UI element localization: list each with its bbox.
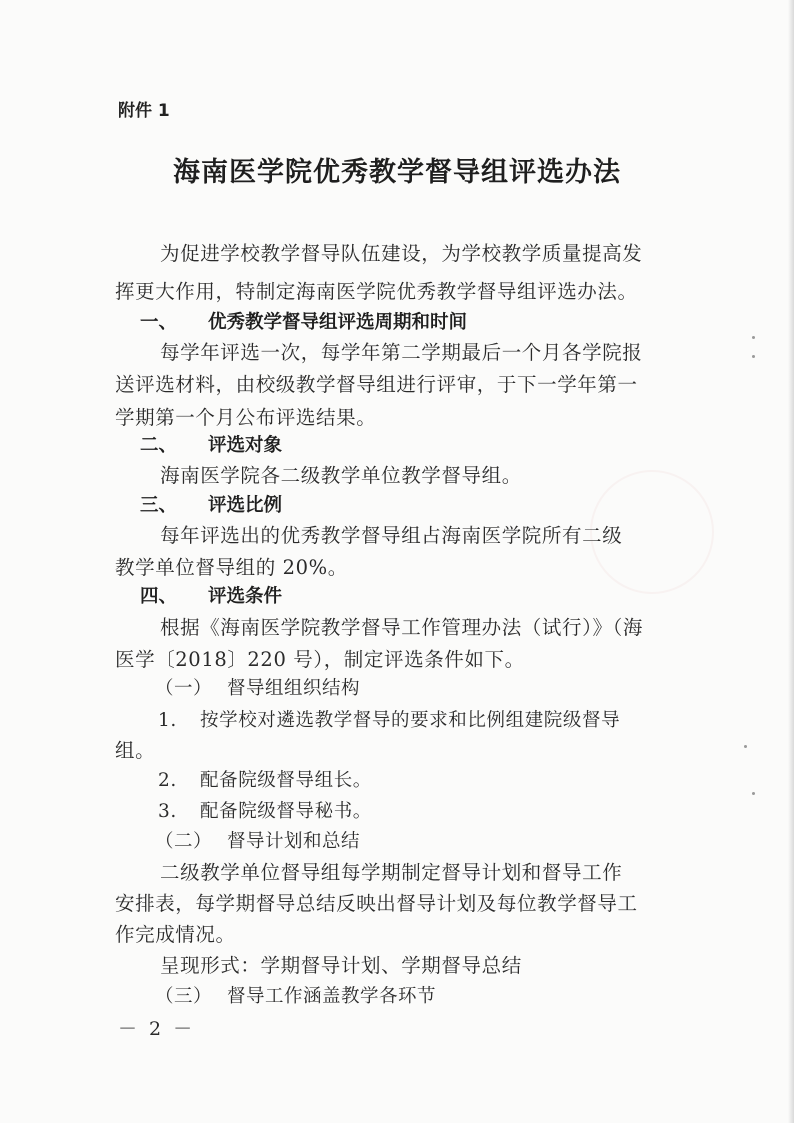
item-text: 配备院级督导秘书。: [200, 801, 372, 822]
paragraph-line: 医学〔2018〕220 号），制定评选条件如下。: [115, 648, 525, 671]
item-number: 1.: [158, 710, 177, 731]
presentation-line: 呈现形式：学期督导计划、学期督导总结: [160, 954, 522, 977]
subsection-heading-1: [155, 675, 360, 703]
paragraph-line: 学期第一个月公布评选结果。: [115, 406, 377, 429]
section-number: 一、: [140, 312, 178, 333]
paragraph-line: 教学单位督导组的 20%。: [115, 556, 348, 579]
numbered-item-1: [158, 707, 620, 735]
paragraph-line: 安排表，每学期督导总结反映出督导计划及每位教学督导工: [115, 892, 638, 915]
item-number: 2.: [158, 770, 177, 791]
subsection-heading-2: [155, 828, 360, 856]
subsection-title: 督导计划和总结: [227, 831, 361, 852]
paragraph-line: 海南医学院各二级教学单位教学督导组。: [160, 464, 522, 487]
subsection-title: 督导组组织结构: [227, 678, 361, 699]
paragraph-line: 二级教学单位督导组每学期制定督导计划和督导工作: [160, 861, 623, 884]
paragraph-line: 每学年评选一次，每学年第二学期最后一个月各学院报: [160, 341, 643, 364]
paragraph-line: 作完成情况。: [115, 923, 236, 946]
subsection-heading-3: [155, 983, 436, 1011]
numbered-item-3: [158, 798, 372, 826]
section-number: 二、: [140, 435, 178, 456]
paragraph-line: 根据《海南医学院教学督导工作管理办法（试行）》（海: [160, 616, 644, 639]
section-heading-1: [140, 309, 660, 337]
attachment-label: 附件 1: [118, 101, 170, 121]
intro-line: 挥更大作用，特制定海南医学院优秀教学督导组评选办法。: [115, 280, 638, 303]
paragraph-line: 送评选材料，由校级教学督导组进行评审，于下一学年第一: [115, 373, 638, 396]
scan-speck: [752, 792, 755, 795]
section-title: 评选比例: [208, 495, 283, 516]
item-number: 3.: [158, 801, 177, 822]
subsection-number: （一）: [155, 678, 213, 699]
intro-line: 为促进学校教学督导队伍建设，为学校教学质量提高发: [160, 242, 643, 265]
paragraph-line: 组。: [115, 739, 156, 762]
section-heading-2: [140, 432, 660, 460]
section-heading-3: [140, 492, 660, 520]
item-text: 按学校对遴选教学督导的要求和比例组建院级督导: [200, 710, 621, 731]
page-number: － 2 －: [118, 1018, 196, 1040]
scan-speck: [752, 336, 755, 339]
section-title: 评选条件: [208, 586, 283, 607]
numbered-item-2: [158, 767, 372, 795]
scan-speck: [752, 355, 755, 358]
paragraph-line: 每年评选出的优秀教学督导组占海南医学院所有二级: [160, 524, 623, 547]
subsection-number: （二）: [155, 831, 213, 852]
scan-speck: [744, 745, 747, 748]
subsection-title: 督导工作涵盖教学各环节: [227, 986, 437, 1007]
section-title: 评选对象: [208, 435, 283, 456]
subsection-number: （三）: [155, 986, 213, 1007]
section-title: 优秀教学督导组评选周期和时间: [208, 312, 468, 333]
section-number: 三、: [140, 495, 178, 516]
document-title: 海南医学院优秀教学督导组评选办法: [173, 157, 621, 188]
section-number: 四、: [140, 586, 178, 607]
item-text: 配备院级督导组长。: [200, 770, 372, 791]
section-heading-4: [140, 583, 660, 611]
